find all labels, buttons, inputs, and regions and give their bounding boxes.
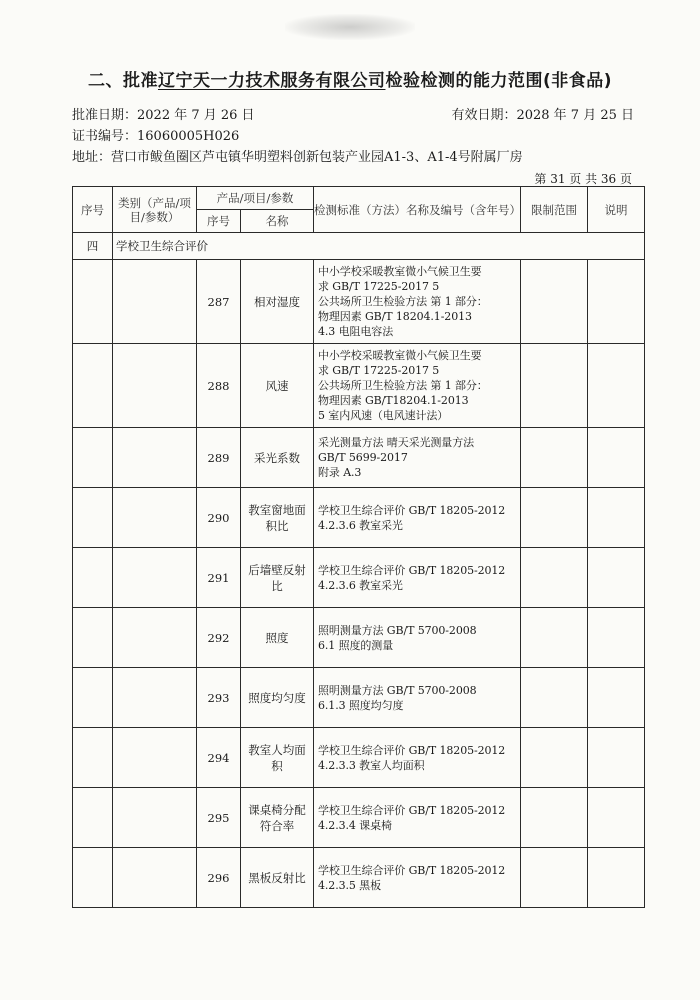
standard-line: 物理因素 GB/T18204.1-2013	[318, 394, 469, 407]
row-category	[113, 548, 197, 608]
row-item-no: 288	[197, 344, 241, 428]
row-standard	[314, 848, 521, 908]
row-standard	[314, 344, 521, 428]
standard-line: GB/T 5699-2017	[318, 451, 408, 464]
row-limit	[521, 488, 588, 548]
row-note	[588, 788, 645, 848]
table-row	[73, 344, 645, 428]
header-seq: 序号	[73, 187, 113, 233]
table-row	[73, 548, 645, 608]
row-item-no: 289	[197, 428, 241, 488]
row-limit	[521, 788, 588, 848]
row-item-name: 课桌椅分配符合率	[241, 788, 314, 848]
capability-table	[72, 186, 645, 908]
row-seq	[73, 608, 113, 668]
row-category	[113, 728, 197, 788]
standard-line: 求 GB/T 17225-2017 5	[318, 364, 440, 377]
row-category	[113, 788, 197, 848]
row-category	[113, 488, 197, 548]
standard-line: 学校卫生综合评价 GB/T 18205-2012	[318, 743, 506, 757]
row-limit	[521, 344, 588, 428]
standard-line: 求 GB/T 17225-2017 5	[318, 280, 440, 293]
row-seq	[73, 788, 113, 848]
row-item-no: 296	[197, 848, 241, 908]
row-item-no: 291	[197, 548, 241, 608]
page-number: 第 31 页 共 36 页	[534, 172, 632, 186]
row-category	[113, 260, 197, 344]
row-item-name: 后墙壁反射比	[241, 548, 314, 608]
row-item-name: 采光系数	[241, 428, 314, 488]
standard-line: 6.1.3 照度均匀度	[318, 698, 404, 712]
row-seq	[73, 668, 113, 728]
row-standard	[314, 788, 521, 848]
section-row	[73, 233, 645, 260]
row-category	[113, 428, 197, 488]
standard-line: 中小学校采暖教室微小气候卫生要	[318, 265, 482, 278]
row-note	[588, 848, 645, 908]
valid-date: 有效日期：2028 年 7 月 25 日	[451, 108, 634, 123]
standard-line: 学校卫生综合评价 GB/T 18205-2012	[318, 863, 506, 877]
row-limit	[521, 428, 588, 488]
row-seq	[73, 344, 113, 428]
table-row	[73, 488, 645, 548]
title-prefix: 二、批准	[87, 71, 158, 91]
table-row	[73, 428, 645, 488]
row-standard	[314, 548, 521, 608]
document-title	[0, 66, 700, 91]
row-standard	[314, 668, 521, 728]
standard-line: 物理因素 GB/T 18204.1-2013	[318, 310, 472, 323]
row-item-no: 290	[197, 488, 241, 548]
standard-line: 照明测量方法 GB/T 5700-2008	[318, 683, 477, 697]
row-limit	[521, 260, 588, 344]
row-item-name: 黑板反射比	[241, 848, 314, 908]
standard-line: 附录 A.3	[318, 466, 362, 479]
row-standard	[314, 260, 521, 344]
standard-line: 学校卫生综合评价 GB/T 18205-2012	[318, 803, 506, 817]
row-standard	[314, 488, 521, 548]
header-standard: 检测标准（方法）名称及编号（含年号）	[314, 187, 521, 233]
standard-line: 公共场所卫生检验方法 第 1 部分：	[318, 379, 488, 392]
table-row	[73, 608, 645, 668]
row-note	[588, 668, 645, 728]
header-limit: 限制范围	[521, 187, 588, 233]
title-org: 辽宁天一力技术服务有限公司	[157, 71, 386, 91]
table-row	[73, 260, 645, 344]
row-category	[113, 608, 197, 668]
standard-line: 4.2.3.6 教室采光	[318, 578, 403, 592]
row-note	[588, 260, 645, 344]
row-seq	[73, 488, 113, 548]
standard-line: 照明测量方法 GB/T 5700-2008	[318, 623, 477, 637]
row-item-name: 教室窗地面积比	[241, 488, 314, 548]
row-note	[588, 728, 645, 788]
row-standard	[314, 728, 521, 788]
row-note	[588, 428, 645, 488]
approval-date: 批准日期：2022 年 7 月 26 日	[72, 108, 255, 123]
row-limit	[521, 848, 588, 908]
standard-line: 公共场所卫生检验方法 第 1 部分：	[318, 295, 488, 308]
row-item-name: 照度	[241, 608, 314, 668]
row-note	[588, 488, 645, 548]
section-name: 学校卫生综合评价	[113, 233, 645, 260]
standard-line: 5 室内风速（电风速计法）	[318, 409, 449, 422]
seal-stamp	[285, 14, 415, 40]
row-item-name: 风速	[241, 344, 314, 428]
table-row	[73, 728, 645, 788]
standard-line: 学校卫生综合评价 GB/T 18205-2012	[318, 503, 506, 517]
standard-line: 4.2.3.3 教室人均面积	[318, 758, 425, 772]
standard-line: 6.1 照度的测量	[318, 638, 394, 652]
row-standard	[314, 608, 521, 668]
row-limit	[521, 728, 588, 788]
row-item-no: 293	[197, 668, 241, 728]
row-item-name: 教室人均面积	[241, 728, 314, 788]
address: 地址：营口市鲅鱼圈区芦屯镇华明塑料创新包装产业园A1-3、A1-4号附属厂房	[72, 150, 523, 165]
row-limit	[521, 608, 588, 668]
certificate-number: 证书编号：16060005H026	[72, 129, 240, 144]
table-row	[73, 668, 645, 728]
standard-line: 4.3 电阻电容法	[318, 325, 394, 338]
row-item-no: 295	[197, 788, 241, 848]
row-seq	[73, 848, 113, 908]
title-suffix: 检验检测的能力范围(非食品)	[385, 71, 613, 91]
row-item-name: 照度均匀度	[241, 668, 314, 728]
row-limit	[521, 548, 588, 608]
standard-line: 学校卫生综合评价 GB/T 18205-2012	[318, 563, 506, 577]
header-product-group: 产品/项目/参数	[197, 187, 314, 210]
header-item-seq: 序号	[197, 210, 241, 233]
row-note	[588, 548, 645, 608]
row-category	[113, 344, 197, 428]
row-note	[588, 608, 645, 668]
standard-line: 4.2.3.4 课桌椅	[318, 818, 392, 832]
row-item-no: 287	[197, 260, 241, 344]
row-item-name: 相对湿度	[241, 260, 314, 344]
row-seq	[73, 428, 113, 488]
standard-line: 中小学校采暖教室微小气候卫生要	[318, 349, 482, 362]
header-note: 说明	[588, 187, 645, 233]
row-standard	[314, 428, 521, 488]
table-row	[73, 788, 645, 848]
row-category	[113, 848, 197, 908]
standard-line: 4.2.3.6 教室采光	[318, 518, 403, 532]
row-item-no: 294	[197, 728, 241, 788]
row-limit	[521, 668, 588, 728]
row-note	[588, 344, 645, 428]
header-category: 类别（产品/项目/参数）	[113, 187, 197, 233]
row-category	[113, 668, 197, 728]
table-row	[73, 848, 645, 908]
row-item-no: 292	[197, 608, 241, 668]
row-seq	[73, 728, 113, 788]
row-seq	[73, 260, 113, 344]
row-seq	[73, 548, 113, 608]
section-seq: 四	[73, 233, 113, 260]
header-item-name: 名称	[241, 210, 314, 233]
standard-line: 采光测量方法 晴天采光测量方法	[318, 436, 474, 449]
standard-line: 4.2.3.5 黑板	[318, 878, 381, 892]
